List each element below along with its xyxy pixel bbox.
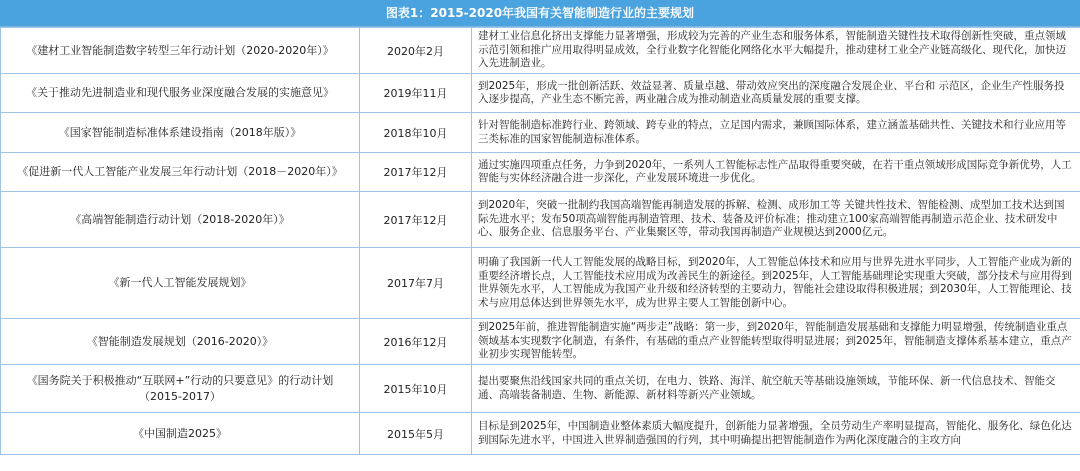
- plan-desc-cell: 针对智能制造标准跨行业、跨领域、跨专业的特点，立足国内需求，兼顾国际体系，建立涵盖基础共性、关键技术和行业应用等三类标准的国家智能制造标准体系。: [472, 113, 1080, 153]
- plan-desc-cell: 目标是到2025年，中国制造业整体素质大幅度提升，创新能力显著增强，全员劳动生产率明显提高，智能化、服务化、绿色化达到国际先进水平，中国进入世界制造强国的行列，其中明确提出把智能制造作为两化深度融合的主攻方向: [472, 413, 1080, 455]
- table-row: [1, 413, 1080, 455]
- table-row: [1, 319, 1080, 365]
- plan-name-cell: 《国家智能制造标准体系建设指南（2018年版）》: [1, 113, 360, 153]
- plan-name-cell: 《智能制造发展规划（2016-2020）》: [1, 319, 360, 365]
- table-row: [1, 365, 1080, 413]
- plan-date-cell: 2020年2月: [360, 28, 472, 74]
- plan-date-cell: 2015年10月: [360, 365, 472, 413]
- plan-date-cell: 2017年7月: [360, 248, 472, 319]
- table-row: [1, 74, 1080, 113]
- table-row: [1, 28, 1080, 74]
- table-row: [1, 248, 1080, 319]
- table-row: [1, 192, 1080, 248]
- table-row: [1, 153, 1080, 192]
- plan-name-cell: 《国务院关于积极推动“互联网+”行动的只要意见》的行动计划（2015-2017）: [1, 365, 360, 413]
- table-row: [1, 113, 1080, 153]
- plan-desc-cell: 到2020年，突破一批制约我国高端智能再制造发展的拆解、检测、成形加工等 关键共性技术、智能检测、成型加工技术达到国际先进水平；发布50项高端智能再制造管理、技术、装备及评价标准；推动建立100家高端智能再制造示范企业、技术研发中心、服务企业、信息服务平台、产业集聚区等，带动我国再制造产业规模达到2000亿元。: [472, 192, 1080, 248]
- plan-desc-cell: 通过实施四项重点任务，力争到2020年，一系列人工智能标志性产品取得重要突破，在若干重点领域形成国际竞争新优势，人工智能与实体经济融合进一步深化，产业发展环境进一步优化。: [472, 153, 1080, 192]
- table-title: 图表1：2015-2020年我国有关智能制造行业的主要规划: [0, 0, 1080, 27]
- plan-desc-cell: 明确了我国新一代人工智能发展的战略目标，到2020年，人工智能总体技术和应用与世界先进水平同步，人工智能产业成为新的重要经济增长点，人工智能技术应用成为改善民生的新途径。到2025年，人工智能基础理论实现重大突破，部分技术与应用得到世界领先水平，人工智能成为我国产业升级和经济转型的主要动力，智能社会建设取得积极进展；到2030年，人工智能理论、技术与应用总体达到世界领先水平，成为世界主要人工智能创新中心。: [472, 248, 1080, 319]
- plan-desc-cell: 到2025年，形成一批创新活跃、效益显著、质量卓越、带动效应突出的深度融合发展企业、平台和 示范区，企业生产性服务投入逐步提高，产业生态不断完善，两业融合成为推动制造业高质量发展的重要支撑。: [472, 74, 1080, 113]
- plan-date-cell: 2015年5月: [360, 413, 472, 455]
- plan-name-cell: 《中国制造2025》: [1, 413, 360, 455]
- plan-desc-cell: 建材工业信息化挤出支撑能力显著增强，形成较为完善的产业生态和服务体系，智能制造关键性技术取得创新性突破，重点领域示范引领和推广应用取得明显成效，全行业数字化智能化网络化水平大幅提升，推动建材工业全产业链高级化、现代化，加快迈入先进制造业。: [472, 28, 1080, 74]
- plan-desc-cell: 提出要聚焦沿线国家共同的重点关切，在电力、铁路、海洋、航空航天等基础设施领域，节能环保、新一代信息技术、智能交通、高端装备制造、生物、新能源、新材料等新兴产业领域。: [472, 365, 1080, 413]
- plan-name-cell: 《建材工业智能制造数字转型三年行动计划（2020-2020年）》: [1, 28, 360, 74]
- plan-date-cell: 2017年12月: [360, 192, 472, 248]
- plan-name-cell: 《关于推动先进制造业和现代服务业深度融合发展的实施意见》: [1, 74, 360, 113]
- plan-name-cell: 《新一代人工智能发展规划》: [1, 248, 360, 319]
- plan-name-cell: 《促进新一代人工智能产业发展三年行动计划（2018－2020年）》: [1, 153, 360, 192]
- plan-date-cell: 2018年10月: [360, 113, 472, 153]
- plan-date-cell: 2016年12月: [360, 319, 472, 365]
- plan-name-cell: 《高端智能制造行动计划（2018-2020年）》: [1, 192, 360, 248]
- plan-desc-cell: 到2025年前，推进智能制造实施“两步走”战略：第一步，到2020年，智能制造发展基础和支撑能力明显增强，传统制造业重点领域基本实现数字化制造，有条件，有基础的重点产业智能转型取得明显进展；到2025年，智能制造支撑体系基本建立，重点产业初步实现智能转型。: [472, 319, 1080, 365]
- plan-date-cell: 2019年11月: [360, 74, 472, 113]
- plan-date-cell: 2017年12月: [360, 153, 472, 192]
- plan-table: [0, 27, 1080, 455]
